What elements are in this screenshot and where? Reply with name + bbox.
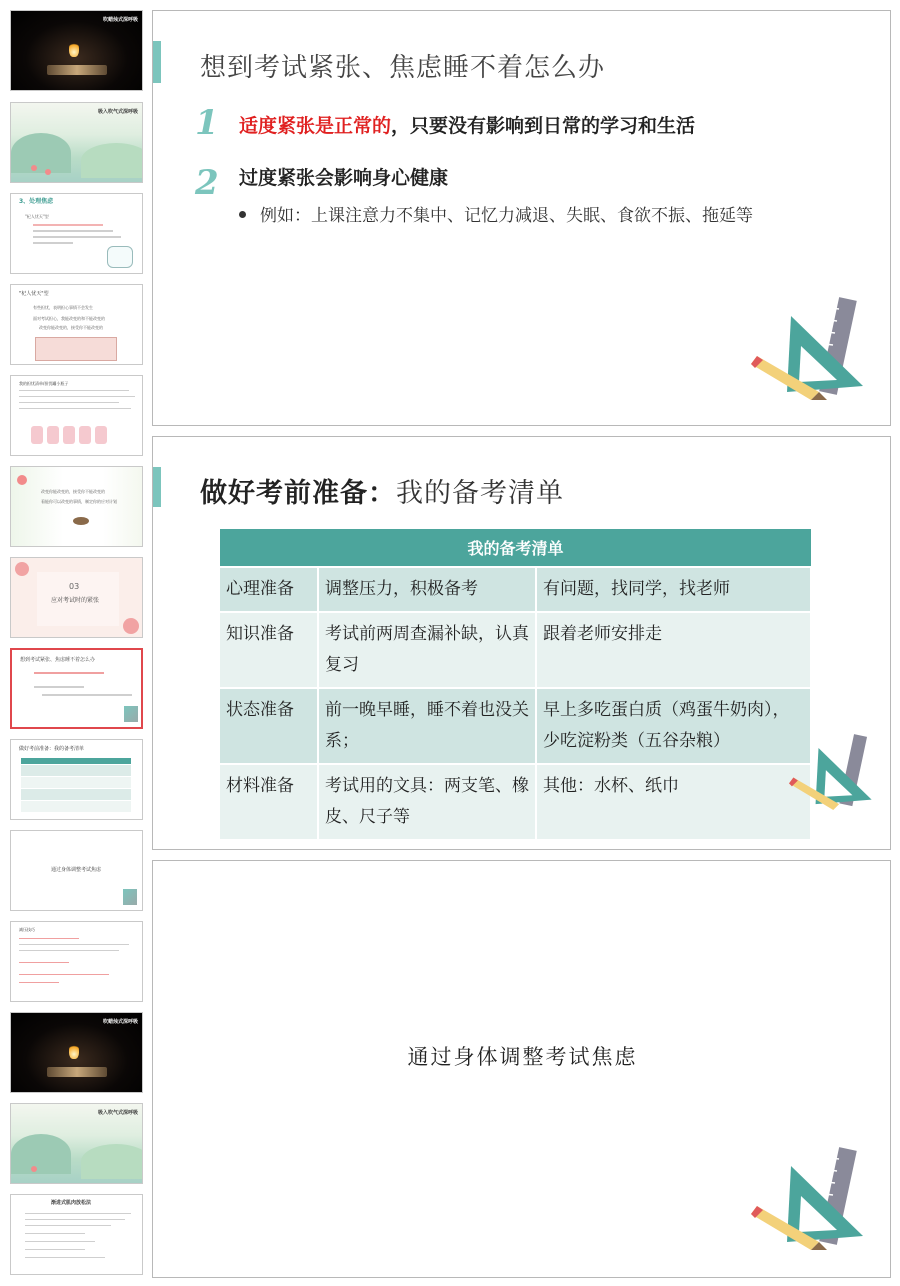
text-line <box>34 672 104 674</box>
point-number: 1 <box>195 103 219 143</box>
thumbnail-line: 有些担忧，表明担心事情不会发生 <box>33 305 93 310</box>
bullet-item <box>239 201 753 226</box>
table-header: 我的备考清单 <box>220 529 811 567</box>
table-cell: 其他：水杯、纸巾 <box>536 764 811 839</box>
text-line <box>25 1213 131 1214</box>
slide-thumbnail-6[interactable] <box>10 466 143 547</box>
thumbnail-line: 改变你能改变的，接受你不能改变的 <box>39 325 103 330</box>
flower-shape <box>17 475 27 485</box>
title-bold: 做好考前准备： <box>200 478 396 509</box>
accent-bar <box>153 41 161 83</box>
ruler-pencil-icon <box>751 296 873 401</box>
title-rest: 我的备考清单 <box>396 478 564 509</box>
thumbnail-title: 吸入吹气式深呼吸 <box>97 1110 138 1116</box>
text-line <box>25 1225 111 1226</box>
text-line <box>19 396 135 397</box>
table-cell: 早上多吃蛋白质（鸡蛋牛奶肉），少吃淀粉类（五谷杂粮） <box>536 688 811 764</box>
mini-table-row <box>21 800 131 812</box>
thumbnail-line: 面对考试担心，我能改变的和不能改变的 <box>33 316 105 321</box>
text-line <box>25 1249 85 1250</box>
thumbnail-title: 通过身体调整考试焦虑 <box>51 867 102 873</box>
table-cell: 考试前两周查漏补缺，认真复习 <box>318 612 536 688</box>
prep-checklist-table <box>220 529 812 839</box>
table-row <box>220 688 811 764</box>
slide-panel-10[interactable] <box>152 860 891 1278</box>
flower-shape <box>15 562 29 576</box>
mini-table <box>35 337 117 361</box>
table-cell: 状态准备 <box>220 688 318 764</box>
table-row <box>220 612 811 688</box>
text-line <box>19 390 129 391</box>
slide-thumbnail-4[interactable] <box>10 284 143 365</box>
ruler-image <box>124 706 138 722</box>
text-line <box>19 950 119 951</box>
point-2-text: 过度紧张会影响身心健康 <box>239 167 449 189</box>
text-line <box>34 686 84 688</box>
thumbnail-line: 看能你可以改变的事情，制定你的应对计划 <box>41 499 117 504</box>
flower-shape <box>31 1166 37 1172</box>
text-line <box>33 242 73 244</box>
table-cell: 跟着老师安排走 <box>536 612 811 688</box>
slide-thumbnail-2[interactable] <box>10 102 143 183</box>
text-line <box>42 694 132 696</box>
slide-thumbnail-12[interactable] <box>10 1012 143 1093</box>
mini-table-row <box>21 764 131 776</box>
text-line <box>19 962 69 963</box>
text-line <box>25 1257 105 1258</box>
bird-image <box>73 517 89 525</box>
text-line <box>19 982 59 983</box>
candle-flame-image <box>69 1043 79 1059</box>
table-cell: 材料准备 <box>220 764 318 839</box>
table-cell: 调整压力，积极备考 <box>318 567 536 612</box>
slide-thumbnail-11[interactable] <box>10 921 143 1002</box>
slide-thumbnail-13[interactable] <box>10 1103 143 1184</box>
table-header-row <box>220 529 811 567</box>
slide-thumbnail-9[interactable] <box>10 739 143 820</box>
text-line <box>25 1241 95 1242</box>
table-cell: 考试用的文具：两支笔、橡皮、尺子等 <box>318 764 536 839</box>
flower-shape <box>123 618 139 634</box>
slide-title: 想到考试紧张、焦虑睡不着怎么办 <box>200 53 606 83</box>
text-line <box>33 224 103 226</box>
bullet-dot-icon <box>239 211 246 218</box>
thumbnail-title: 减压技巧 <box>19 927 35 932</box>
bullet-text: 例如：上课注意力不集中、记忆力减退、失眠、食欲不振、拖延等 <box>260 206 753 226</box>
slide-panel-8[interactable] <box>152 10 891 426</box>
ruler-image <box>123 889 137 905</box>
slide-thumbnail-14[interactable] <box>10 1194 143 1275</box>
mini-table <box>21 758 131 814</box>
point-1-text <box>239 111 695 138</box>
slide-thumbnail-panel <box>0 0 150 1286</box>
thumbnail-title: 我的担忧清单/担忧罐小瓶子 <box>19 381 69 386</box>
text-line <box>19 944 129 945</box>
point-number: 2 <box>195 163 219 203</box>
thumbnail-title: 3、处理焦虑 <box>19 198 54 205</box>
thumbnail-title: 吹蜡烛式深呼吸 <box>102 17 138 23</box>
thumbnail-line: 改变你能改变的，接受你不能改变的 <box>41 489 105 494</box>
text-line <box>19 408 131 409</box>
slide-thumbnail-10[interactable] <box>10 830 143 911</box>
table-cell: 有问题，找同学，找老师 <box>536 567 811 612</box>
slide-title: 通过身体调整考试焦虑 <box>407 1045 638 1069</box>
slide-thumbnail-5[interactable] <box>10 375 143 456</box>
jar-image <box>47 426 59 444</box>
hill-shape <box>81 143 143 178</box>
flower-shape <box>45 169 51 175</box>
table-row <box>220 567 811 612</box>
text-line <box>19 402 119 403</box>
thumbnail-title: 想到考试紧张、焦虑睡不着怎么办 <box>20 657 96 663</box>
jar-image <box>31 426 43 444</box>
slide-thumbnail-3[interactable] <box>10 193 143 274</box>
book-image <box>47 65 107 75</box>
thumbnail-title: 吸入吹气式深呼吸 <box>97 109 138 115</box>
text-line <box>25 1233 85 1234</box>
ruler-pencil-icon <box>751 1146 873 1251</box>
flower-shape <box>31 165 37 171</box>
table-row <box>220 764 811 839</box>
cartoon-image <box>107 246 133 268</box>
table-cell: 心理准备 <box>220 567 318 612</box>
thumbnail-line: "杞人忧天"型 <box>25 214 49 219</box>
book-image <box>47 1067 107 1077</box>
hill-shape <box>81 1144 143 1179</box>
section-number: 03 <box>69 582 80 591</box>
point-1-rest: ，只要没有影响到日常的学习和生活 <box>391 115 696 137</box>
text-line <box>33 230 113 232</box>
ruler-pencil-icon <box>789 722 879 822</box>
slide-thumbnail-1[interactable] <box>10 10 143 91</box>
text-line <box>25 1219 125 1220</box>
slide-panel-9[interactable] <box>152 436 891 850</box>
thumbnail-title: 渐进式肌肉放松法 <box>51 1200 92 1206</box>
candle-flame-image <box>69 41 79 57</box>
slide-thumbnail-8[interactable] <box>10 648 143 729</box>
text-line <box>19 938 79 939</box>
text-line <box>19 974 109 975</box>
jar-image <box>95 426 107 444</box>
hill-shape <box>11 1134 71 1174</box>
mini-table-row <box>21 776 131 788</box>
mini-table-row <box>21 788 131 800</box>
thumbnail-title: 吹蜡烛式深呼吸 <box>102 1019 138 1025</box>
hill-shape <box>11 133 71 173</box>
thumbnail-title: "杞人忧天"型 <box>19 291 49 297</box>
text-line <box>33 236 121 238</box>
thumbnail-title: 应对考试时的紧张 <box>51 597 100 604</box>
thumbnail-background <box>11 467 142 546</box>
jar-image <box>79 426 91 444</box>
slide-title <box>200 471 564 510</box>
slide-thumbnail-7[interactable] <box>10 557 143 638</box>
accent-bar <box>153 467 161 507</box>
table-cell: 知识准备 <box>220 612 318 688</box>
point-1-highlight: 适度紧张是正常的 <box>239 115 392 137</box>
thumbnail-title: 做好考前准备：我的备考清单 <box>19 746 85 752</box>
table-cell: 前一晚早睡，睡不着也没关系； <box>318 688 536 764</box>
jar-image <box>63 426 75 444</box>
